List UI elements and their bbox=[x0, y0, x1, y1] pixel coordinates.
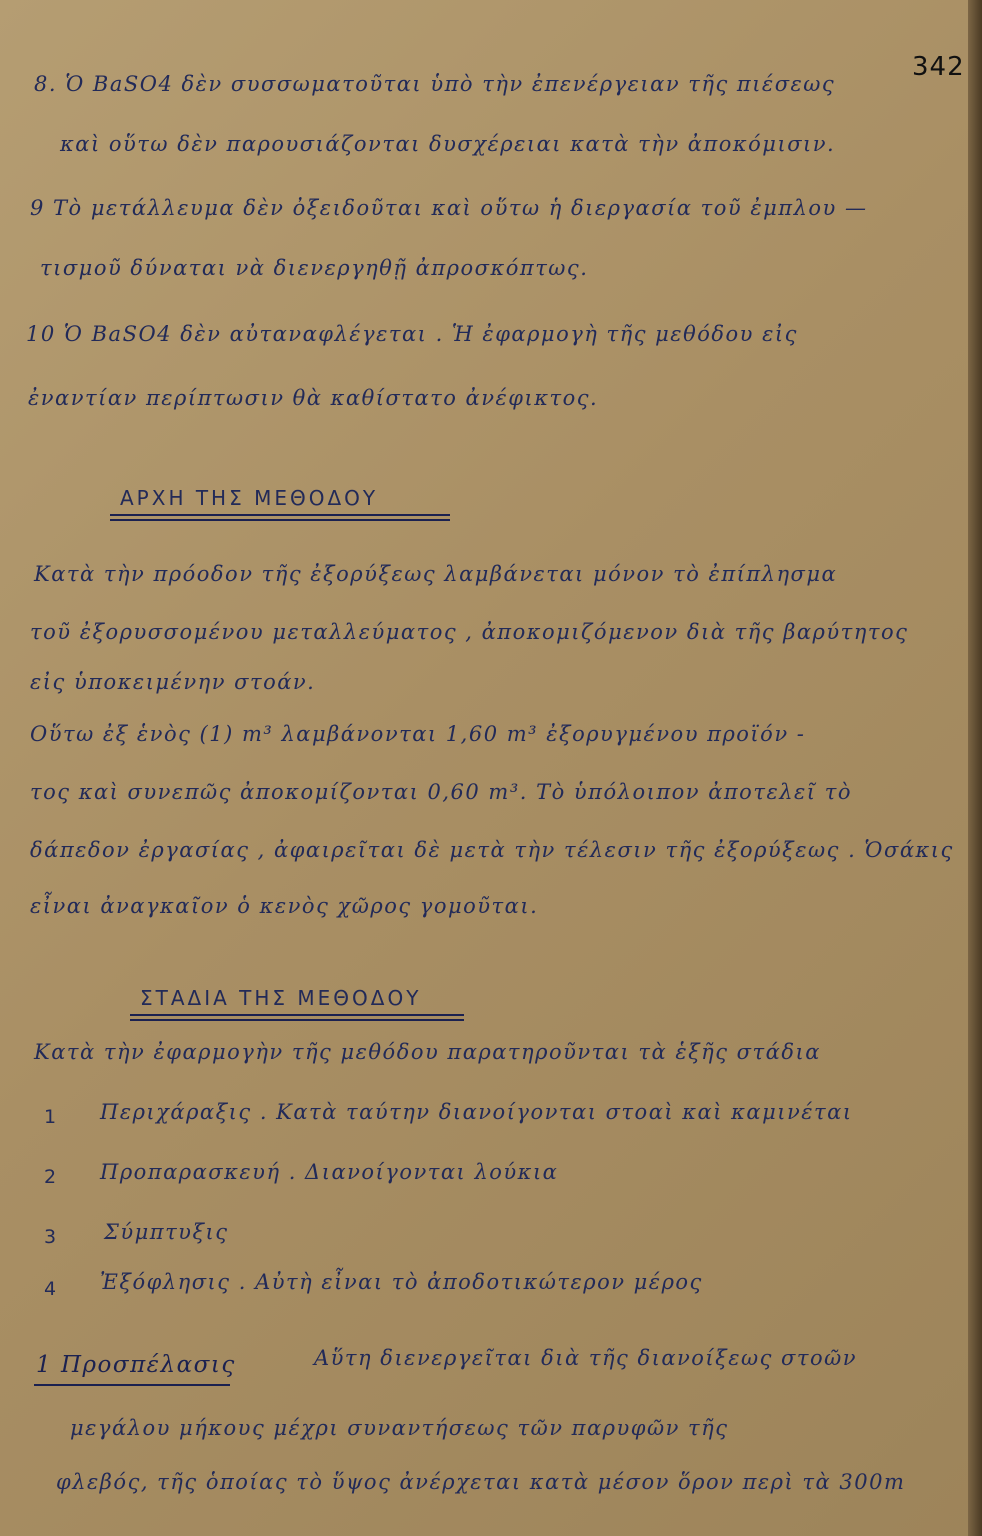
text-line: δάπεδον ἐργασίας , ἀφαιρεῖται δὲ μετὰ τὴν τέλεσιν τῆς ἐξορύξεως . Ὁσάκις bbox=[30, 838, 954, 862]
text-line: φλεβός, τῆς ὁποίας τὸ ὕψος ἀνέρχεται κατὰ μέσον ὅρον περὶ τὰ 300m bbox=[56, 1470, 906, 1494]
text-line: μεγάλου μήκους μέχρι συναντήσεως τῶν παρυφῶν τῆς bbox=[70, 1416, 729, 1440]
list-number: 1 bbox=[44, 1106, 57, 1128]
list-item: Ἐξόφλησις . Αὐτὴ εἶναι τὸ ἀποδοτικώτερον μέρος bbox=[100, 1270, 703, 1294]
list-number: 4 bbox=[44, 1278, 57, 1300]
text-line: 10 Ὁ BaSO4 δὲν αὐταναφλέγεται . Ἡ ἐφαρμογὴ τῆς μεθόδου εἰς bbox=[26, 322, 798, 346]
text-line: τοῦ ἐξορυσσομένου μεταλλεύματος , ἀποκομιζόμενον διὰ τῆς βαρύτητος bbox=[30, 620, 909, 644]
list-number: 3 bbox=[44, 1226, 57, 1248]
text-line: 8. Ὁ BaSO4 δὲν συσσωματοῦται ὑπὸ τὴν ἐπενέργειαν τῆς πιέσεως bbox=[34, 72, 836, 96]
list-item: Περιχάραξις . Κατὰ ταύτην διανοίγονται στοαὶ καὶ καμινέται bbox=[100, 1100, 853, 1124]
text-line: 9 Τὸ μετάλλευμα δὲν ὀξειδοῦται καὶ οὕτω ἡ διεργασία τοῦ ἐμπλου — bbox=[30, 196, 868, 220]
subsection-underline bbox=[34, 1384, 230, 1386]
page-number: 342 bbox=[912, 52, 965, 82]
text-line: Οὕτω ἐξ ἑνὸς (1) m³ λαμβάνονται 1,60 m³ ἐξορυγμένου προϊόν - bbox=[30, 722, 806, 746]
section-heading-principle: ΑΡΧΗ ΤΗΣ ΜΕΘΟΔΟΥ bbox=[120, 486, 379, 510]
text-line: Αὕτη διενεργεῖται διὰ τῆς διανοίξεως στοῶν bbox=[314, 1346, 858, 1370]
list-item: Σύμπτυξις bbox=[104, 1220, 229, 1244]
text-line: εἶναι ἀναγκαῖον ὁ κενὸς χῶρος γομοῦται. bbox=[30, 894, 539, 918]
subsection-title: 1 Προσπέλασις bbox=[36, 1352, 236, 1378]
list-number: 2 bbox=[44, 1166, 57, 1188]
text-line: τισμοῦ δύναται νὰ διενεργηθῇ ἀπροσκόπτως. bbox=[40, 256, 589, 280]
text-line: τος καὶ συνεπῶς ἀποκομίζονται 0,60 m³. Τὸ ὑπόλοιπον ἀποτελεῖ τὸ bbox=[30, 780, 852, 804]
text-line: καὶ οὕτω δὲν παρουσιάζονται δυσχέρειαι κατὰ τὴν ἀποκόμισιν. bbox=[60, 132, 836, 156]
book-spine-edge bbox=[968, 0, 982, 1536]
text-line: εἰς ὑποκειμένην στοάν. bbox=[30, 670, 316, 694]
text-line: Κατὰ τὴν πρόοδον τῆς ἐξορύξεως λαμβάνεται μόνον τὸ ἐπίπλησμα bbox=[34, 562, 838, 586]
text-line: Κατὰ τὴν ἐφαρμογὴν τῆς μεθόδου παρατηροῦνται τὰ ἑξῆς στάδια bbox=[34, 1040, 821, 1064]
section-heading-stages: ΣΤΑΔΙΑ ΤΗΣ ΜΕΘΟΔΟΥ bbox=[140, 986, 422, 1010]
heading-underline bbox=[130, 1014, 464, 1021]
heading-underline bbox=[110, 514, 450, 521]
text-line: ἐναντίαν περίπτωσιν θὰ καθίστατο ἀνέφικτος. bbox=[28, 386, 599, 410]
list-item: Προπαρασκευή . Διανοίγονται λούκια bbox=[100, 1160, 559, 1184]
